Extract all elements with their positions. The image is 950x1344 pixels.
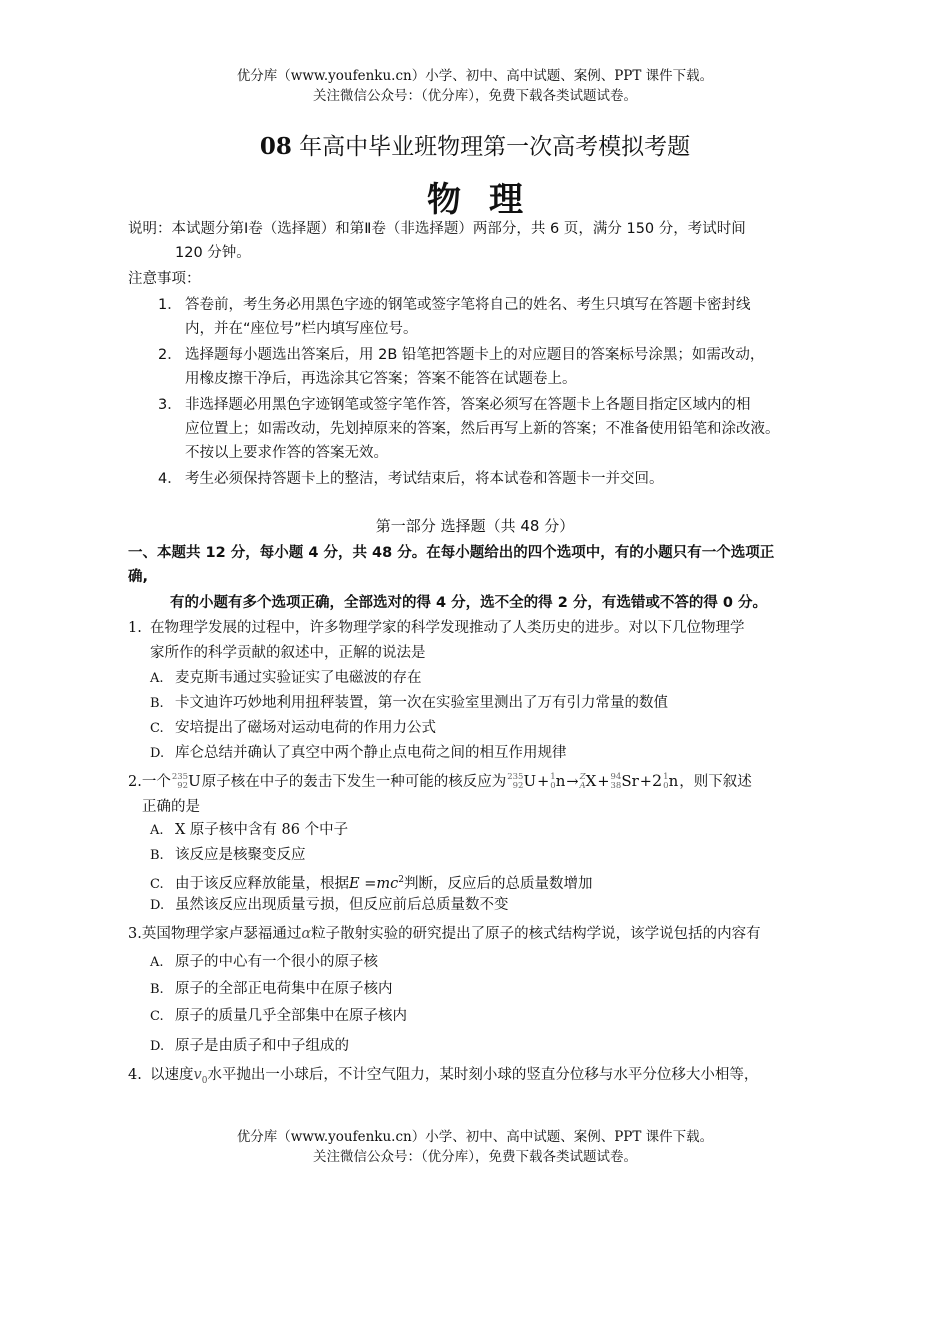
option-label: B. <box>150 848 164 863</box>
subject-title: 物理 <box>427 180 551 220</box>
element-symbol: n <box>668 772 679 791</box>
section-instructions <box>128 541 828 589</box>
option-c <box>150 716 830 741</box>
option-text: 原子的质量几乎全部集中在原子核内 <box>175 1008 407 1024</box>
note-item <box>158 343 838 391</box>
option-a <box>150 818 830 843</box>
exponent: 2 <box>398 875 404 885</box>
plus-sign: + <box>639 774 652 790</box>
charge-number: 92 <box>512 780 524 791</box>
note-number: 3． <box>158 397 182 413</box>
question-number: 1. <box>128 620 142 636</box>
part-one-heading: 第一部分 选择题（共 48 分） <box>375 517 575 535</box>
element-symbol: U <box>523 772 537 791</box>
option-text: 库仑总结并确认了真空中两个静止点电荷之间的相互作用规律 <box>175 745 567 761</box>
mass-number: Z <box>579 771 586 782</box>
equals-sign: = <box>359 875 377 892</box>
option-b <box>150 691 830 716</box>
note-line: 非选择题必用黑色字迹钢笔或签字笔作答，答案必须写在答题卡上各题目指定区域内的相 <box>185 397 751 413</box>
question-text: 粒子散射实验的研究提出了原子的核式结构学说，该学说包括的内容有 <box>311 926 761 942</box>
question-text: 正确的是 <box>142 799 200 815</box>
coefficient: 2 <box>651 771 663 790</box>
option-label: B. <box>150 982 164 997</box>
question-1 <box>128 616 828 666</box>
mass-number: 1 <box>663 771 669 782</box>
option-a <box>150 666 830 691</box>
option-text: 原子的中心有一个很小的原子核 <box>175 954 378 970</box>
note-line: 应位置上；如需改动，先划掉原来的答案，然后再写上新的答案；不准备使用铅笔和涂改液。 <box>185 421 780 437</box>
option-text: 判断，反应后的总质量数增加 <box>403 875 593 892</box>
option-text: 虽然该反应出现质量亏损，但反应前后总质量数不变 <box>175 897 509 913</box>
section-line-2: 确, <box>128 569 149 585</box>
mass-number: 235 <box>171 771 189 782</box>
element-symbol: Sr <box>621 772 639 791</box>
charge-number: A <box>579 780 586 791</box>
note-item <box>158 293 838 341</box>
mass-number: 1 <box>550 771 556 782</box>
uranium-nuclide <box>172 769 201 795</box>
note-number: 2． <box>158 347 182 363</box>
alpha-symbol: α <box>301 926 312 942</box>
element-symbol: U <box>188 772 201 791</box>
question-number: 4. <box>128 1067 142 1083</box>
question-number: 2. <box>128 774 142 790</box>
exam-title <box>0 128 950 161</box>
option-text: 原子的全部正电荷集中在原子核内 <box>175 981 393 997</box>
question-4 <box>128 1063 828 1094</box>
element-symbol: n <box>555 772 566 791</box>
question-text: 在物理学发展的过程中，许多物理学家的科学发现推动了人类历史的进步。对以下几位物理学 <box>150 620 745 636</box>
option-b <box>150 977 830 1002</box>
question-text: 以速度 <box>150 1067 194 1083</box>
energy-symbol: E <box>349 875 360 892</box>
option-label: C. <box>150 1009 164 1024</box>
question-number: 3. <box>128 926 142 942</box>
description-line-1: 说明：本试题分第Ⅰ卷（选择题）和第Ⅱ卷（非选择题）两部分，共 6 页，满分 150 分，考试时间 <box>128 221 746 237</box>
charge-number: 92 <box>177 780 189 791</box>
option-label: A. <box>150 955 164 970</box>
note-number: 1． <box>158 297 182 313</box>
note-number: 4． <box>158 471 182 487</box>
mass-number: 94 <box>610 771 622 782</box>
velocity-subscript: 0 <box>201 1075 208 1086</box>
note-line: 内，并在“座位号”栏内填写座位号。 <box>185 321 418 337</box>
title-year: 08 <box>259 133 292 160</box>
arrow-sign: → <box>566 774 579 790</box>
header-line-2: 关注微信公众号：（优分库），免费下载各类试题试卷。 <box>313 88 637 104</box>
option-text: 原子是由质子和中子组成的 <box>175 1038 349 1054</box>
header-line-1: 优分库（www.youfenku.cn）小学、初中、高中试题、案例、PPT 课件下载。 <box>236 68 714 84</box>
option-label: A. <box>150 671 164 686</box>
x-nuclide <box>580 769 597 795</box>
mass-number: 235 <box>507 771 524 782</box>
option-label: B. <box>150 696 164 711</box>
section-line-1: 一、本题共 12 分，每小题 4 分，共 48 分。在每小题给出的四个选项中，有的小题只有一个选项正 <box>128 545 775 561</box>
footer-line-1: 优分库（www.youfenku.cn）小学、初中、高中试题、案例、PPT 课件下载。 <box>236 1129 714 1145</box>
option-label: C. <box>150 721 164 736</box>
option-text: 卡文迪许巧妙地利用扭秤装置，第一次在实验室里测出了万有引力常量的数值 <box>175 695 668 711</box>
note-item <box>158 467 838 491</box>
title-text: 年高中毕业班物理第一次高考模拟考题 <box>291 134 691 160</box>
option-d <box>150 741 830 766</box>
question-text: 一个 <box>141 774 171 790</box>
note-line: 不按以上要求作答的答案无效。 <box>185 445 388 461</box>
question-3 <box>128 922 828 947</box>
uranium-nuclide <box>507 769 536 795</box>
option-c <box>150 1004 830 1029</box>
question-2 <box>128 768 828 820</box>
note-line: 答卷前，考生务必用黑色字迹的钢笔或签字笔将自己的姓名、考生只填写在答题卡密封线 <box>185 297 751 313</box>
charge-number: 0 <box>550 780 556 791</box>
bottom-promo-footer <box>0 1127 950 1167</box>
option-text: 该反应是核聚变反应 <box>175 847 306 863</box>
top-promo-header <box>0 66 950 106</box>
question-text: 家所作的科学贡献的叙述中，正解的说法是 <box>150 645 426 661</box>
section-line-3: 有的小题有多个选项正确，全部选对的得 4 分，选不全的得 2 分，有选错或不答的得 0 分。 <box>170 595 768 611</box>
charge-number: 38 <box>610 780 622 791</box>
option-b <box>150 843 830 868</box>
option-a <box>150 950 830 975</box>
notes-heading: 注意事项： <box>128 271 201 287</box>
option-text: 麦克斯韦通过实验证实了电磁波的存在 <box>175 670 422 686</box>
neutron-nuclide <box>663 769 678 795</box>
option-label: C. <box>150 876 164 892</box>
note-line: 用橡皮擦干净后，再选涂其它答案；答案不能答在试题卷上。 <box>185 371 577 387</box>
velocity-symbol: v <box>193 1067 202 1083</box>
charge-number: 0 <box>663 780 669 791</box>
question-text: 英国物理学家卢瑟福通过 <box>141 926 302 942</box>
question-text: 水平抛出一小球后，不计空气阻力，某时刻小球的竖直分位移与水平分位移大小相等， <box>207 1067 759 1083</box>
strontium-nuclide <box>611 769 639 795</box>
plus-sign: + <box>597 774 610 790</box>
option-text: 由于该反应释放能量，根据 <box>175 875 349 892</box>
option-label: D. <box>150 746 165 761</box>
note-line: 考生必须保持答题卡上的整洁，考试结束后，将本试卷和答题卡一并交回。 <box>185 471 664 487</box>
question-text: 原子核在中子的轰击下发生一种可能的核反应为 <box>201 774 507 790</box>
element-symbol: X <box>585 772 597 791</box>
footer-line-2: 关注微信公众号：（优分库），免费下载各类试题试卷。 <box>313 1149 637 1165</box>
option-text: X 原子核中含有 86 个中子 <box>175 822 349 838</box>
option-d <box>150 893 830 918</box>
exam-description <box>128 217 828 265</box>
option-label: D. <box>150 1039 165 1054</box>
neutron-nuclide <box>550 769 565 795</box>
note-line: 选择题每小题选出答案后，用 2B 铅笔把答题卡上的对应题目的答案标号涂黑；如需改动， <box>185 347 765 363</box>
option-label: A. <box>150 823 164 838</box>
option-text: 安培提出了磁场对运动电荷的作用力公式 <box>175 720 436 736</box>
description-line-2: 120 分钟。 <box>175 245 251 261</box>
option-label: D. <box>150 898 165 913</box>
plus-sign: + <box>537 774 550 790</box>
option-d <box>150 1034 830 1059</box>
mc-symbol: mc <box>376 875 399 892</box>
question-text: ，则下叙述 <box>679 774 752 790</box>
note-item <box>158 393 838 465</box>
